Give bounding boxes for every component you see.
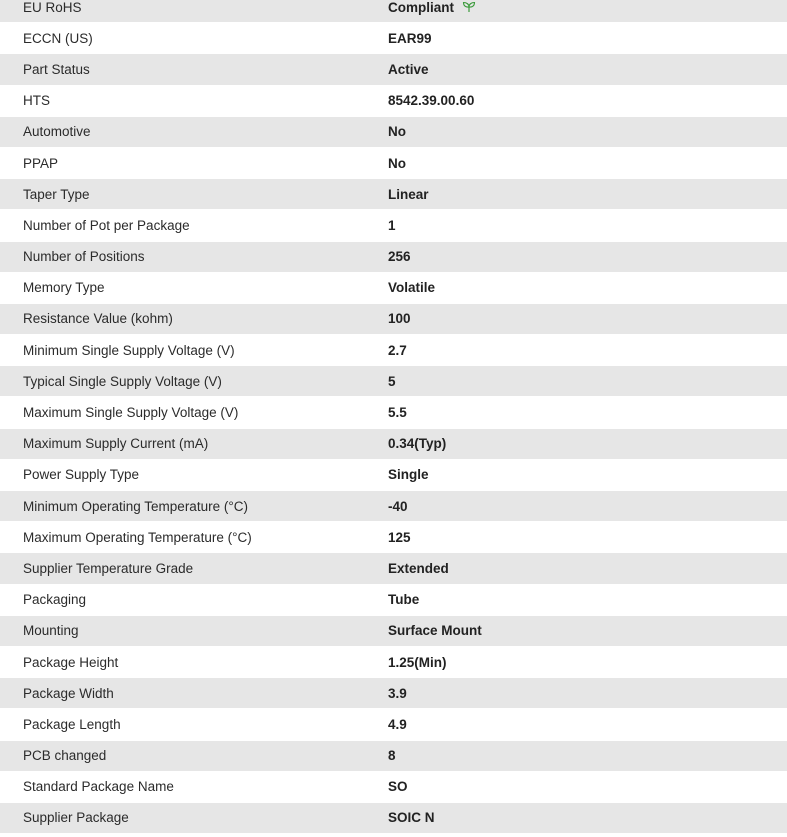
spec-row	[0, 179, 787, 210]
spec-value-text: No	[388, 124, 406, 140]
spec-value-text: Linear	[388, 186, 429, 202]
spec-value	[388, 810, 787, 825]
spec-value	[388, 156, 787, 171]
spec-value	[388, 249, 787, 264]
spec-value-text: SOIC N	[388, 810, 435, 826]
spec-value-text: Active	[388, 61, 429, 77]
spec-label: Resistance Value (kohm)	[23, 311, 173, 327]
spec-row	[0, 678, 787, 709]
spec-value-text: Volatile	[388, 280, 436, 296]
spec-label: PPAP	[23, 155, 59, 171]
spec-label: ECCN (US)	[23, 30, 93, 46]
spec-value	[388, 0, 787, 15]
spec-value	[388, 655, 787, 670]
spec-value	[388, 623, 787, 638]
spec-row	[0, 273, 787, 304]
spec-value-text: 1.25(Min)	[388, 654, 447, 670]
spec-value-text: 1	[388, 217, 396, 233]
spec-value-text: 125	[388, 529, 411, 545]
spec-value-text: SO	[388, 779, 408, 795]
spec-row	[0, 803, 787, 834]
spec-value-text: Single	[388, 467, 429, 483]
spec-label: Maximum Supply Current (mA)	[23, 436, 209, 452]
spec-value	[388, 748, 787, 763]
spec-label: Minimum Single Supply Voltage (V)	[23, 342, 235, 358]
spec-row	[0, 741, 787, 772]
spec-row	[0, 522, 787, 553]
spec-value	[388, 374, 787, 389]
spec-row	[0, 335, 787, 366]
spec-label: Standard Package Name	[23, 779, 174, 795]
spec-row	[0, 304, 787, 335]
spec-row	[0, 23, 787, 54]
spec-row	[0, 772, 787, 803]
spec-label: Typical Single Supply Voltage (V)	[23, 373, 222, 389]
spec-label: Part Status	[23, 61, 90, 77]
spec-row	[0, 647, 787, 678]
spec-value-text: 4.9	[388, 716, 407, 732]
spec-value-text: 3.9	[388, 685, 407, 701]
spec-row	[0, 553, 787, 584]
spec-value-text: 8	[388, 748, 396, 764]
spec-label: Number of Positions	[23, 249, 145, 265]
spec-value	[388, 311, 787, 326]
spec-value-text: 2.7	[388, 342, 407, 358]
spec-row	[0, 0, 787, 23]
spec-value	[388, 717, 787, 732]
spec-value-text: 0.34(Typ)	[388, 436, 447, 452]
spec-label: Package Width	[23, 685, 114, 701]
spec-value-text: 5	[388, 373, 396, 389]
spec-value	[388, 405, 787, 420]
spec-row	[0, 397, 787, 428]
spec-value-text: -40	[388, 498, 408, 514]
spec-row	[0, 148, 787, 179]
spec-row	[0, 616, 787, 647]
spec-value	[388, 530, 787, 545]
spec-value-text: Tube	[388, 592, 420, 608]
spec-row	[0, 86, 787, 117]
spec-row	[0, 491, 787, 522]
spec-row	[0, 460, 787, 491]
spec-label: Minimum Operating Temperature (°C)	[23, 498, 248, 514]
spec-label: PCB changed	[23, 748, 107, 764]
spec-value-text: Surface Mount	[388, 623, 482, 639]
spec-label: Automotive	[23, 124, 91, 140]
spec-label: HTS	[23, 93, 50, 109]
spec-value-text: 100	[388, 311, 411, 327]
spec-label: Memory Type	[23, 280, 105, 296]
spec-value-text: Extended	[388, 560, 449, 576]
spec-label: Supplier Temperature Grade	[23, 560, 194, 576]
spec-value-text: 256	[388, 249, 411, 265]
spec-value-text: EAR99	[388, 30, 432, 46]
spec-label: Package Length	[23, 716, 121, 732]
spec-label: Packaging	[23, 592, 87, 608]
spec-value	[388, 31, 787, 46]
spec-label: Supplier Package	[23, 810, 129, 826]
spec-label: Power Supply Type	[23, 467, 140, 483]
spec-value	[388, 467, 787, 482]
spec-value	[388, 686, 787, 701]
spec-label: Maximum Single Supply Voltage (V)	[23, 405, 239, 421]
spec-row	[0, 210, 787, 241]
spec-value	[388, 62, 787, 77]
spec-value	[388, 343, 787, 358]
spec-value	[388, 187, 787, 202]
spec-value	[388, 499, 787, 514]
spec-row	[0, 54, 787, 85]
spec-value	[388, 779, 787, 794]
spec-label: Taper Type	[23, 186, 90, 202]
spec-value-text: 5.5	[388, 405, 407, 421]
spec-value	[388, 93, 787, 108]
spec-value-text: 8542.39.00.60	[388, 93, 475, 109]
spec-label: Maximum Operating Temperature (°C)	[23, 529, 252, 545]
spec-label: EU RoHS	[23, 0, 82, 15]
spec-row	[0, 242, 787, 273]
spec-label: Number of Pot per Package	[23, 217, 190, 233]
spec-label: Package Height	[23, 654, 119, 670]
spec-value-text: Compliant	[388, 0, 454, 15]
leaf-icon	[462, 1, 476, 13]
spec-value	[388, 280, 787, 295]
spec-row	[0, 366, 787, 397]
spec-row	[0, 429, 787, 460]
spec-value-text: No	[388, 155, 406, 171]
spec-row	[0, 117, 787, 148]
spec-value	[388, 561, 787, 576]
spec-value	[388, 124, 787, 139]
spec-value	[388, 436, 787, 451]
spec-value	[388, 592, 787, 607]
spec-row	[0, 585, 787, 616]
spec-label: Mounting	[23, 623, 79, 639]
spec-value	[388, 218, 787, 233]
spec-row	[0, 709, 787, 740]
